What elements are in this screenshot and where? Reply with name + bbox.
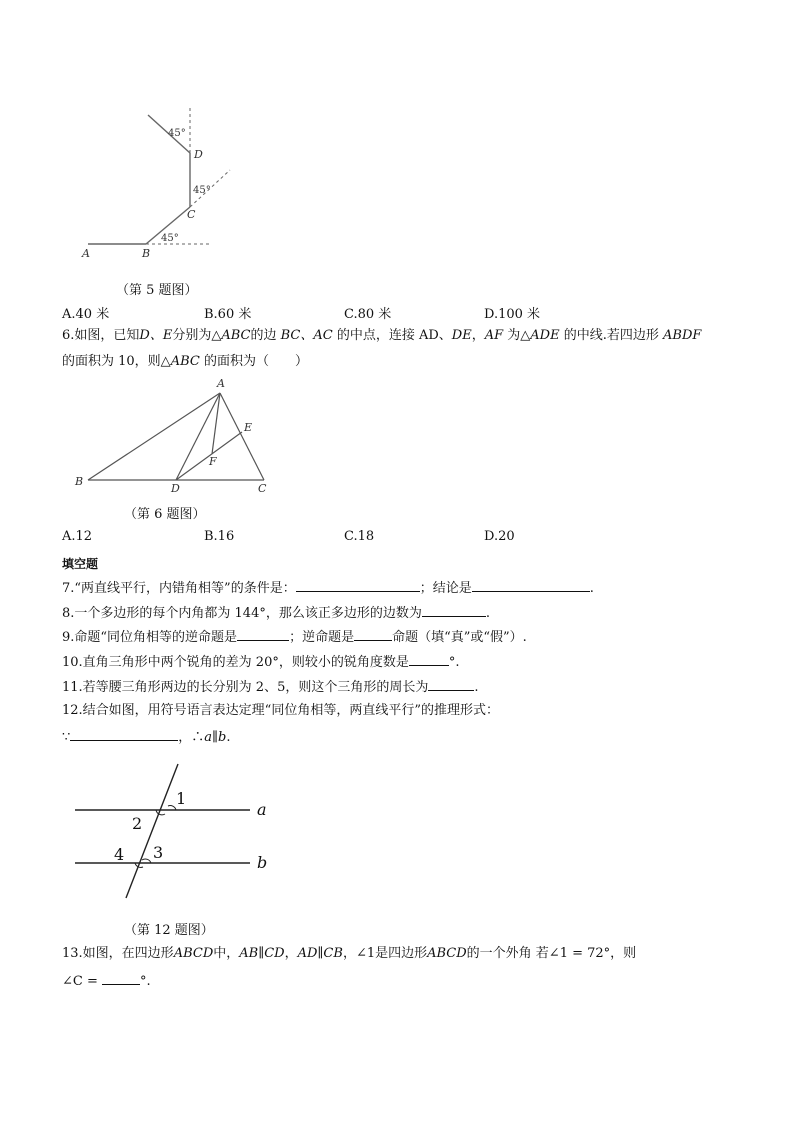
figure-6 xyxy=(70,372,280,497)
point-c-label: C xyxy=(187,208,196,221)
point-e-label: E xyxy=(244,421,253,434)
q13-line-2: ∠C = °. xyxy=(62,971,151,991)
q9: 9.命题“同位角相等的逆命题是 ；逆命题是 命题（填“真”或“假”）. xyxy=(62,627,527,647)
q10: 10.直角三角形中两个锐角的差为 20°，则较小的锐角度数是 °. xyxy=(62,652,460,672)
q6-line-1: 6.如图，已知D、E分别为△ABC的边 BC、AC 的中点，连接 AD、DE，AF 为△ADE 的中线.若四边形 ABDF xyxy=(62,328,702,343)
angle-3-label: 3 xyxy=(153,843,164,862)
q10-blank[interactable] xyxy=(409,652,449,666)
q6-option-a: A.12 xyxy=(62,529,93,544)
q5-option-b: B.60 米 xyxy=(204,307,252,322)
q6-option-c: C.18 xyxy=(344,529,375,544)
side-ab xyxy=(88,393,220,480)
angle-bottom-label: 45° xyxy=(161,233,179,244)
point-c-label: C xyxy=(258,482,267,495)
figure-12 xyxy=(70,762,280,907)
q7-blank-1[interactable] xyxy=(296,578,420,592)
figure-5 xyxy=(70,105,250,265)
point-d-label: D xyxy=(194,148,203,161)
figure-5-caption: （第 5 题图） xyxy=(116,283,198,298)
q6-line-2: 的面积为 10，则△ABC 的面积为（ ） xyxy=(62,354,308,369)
point-b-label: B xyxy=(75,475,84,488)
point-f-label: F xyxy=(209,455,217,468)
q7-blank-2[interactable] xyxy=(472,578,590,592)
line-b-label: b xyxy=(257,853,268,872)
q9-blank-2[interactable] xyxy=(354,627,392,641)
q8: 8.一个多边形的每个内角都为 144°，那么该正多边形的边数为 . xyxy=(62,603,490,623)
q5-option-d: D.100 米 xyxy=(484,307,541,322)
q13-blank[interactable] xyxy=(102,971,140,985)
q8-blank[interactable] xyxy=(422,603,486,617)
point-b-label: B xyxy=(142,247,151,260)
section-heading: 填空题 xyxy=(62,557,99,571)
point-d-label: D xyxy=(171,482,180,495)
q6-option-d: D.20 xyxy=(484,529,515,544)
q12-line-1: 12.结合如图，用符号语言表达定理“同位角相等，两直线平行”的推理形式： xyxy=(62,703,499,718)
q5-option-c: C.80 米 xyxy=(344,307,392,322)
point-a-label: A xyxy=(217,377,225,390)
q7: 7.“两直线平行，内错角相等”的条件是： ；结论是 . xyxy=(62,578,594,598)
q5-option-a: A.40 米 xyxy=(62,307,110,322)
q12-blank[interactable] xyxy=(70,727,178,741)
q11: 11.若等腰三角形两边的长分别为 2、5，则这个三角形的周长为 . xyxy=(62,677,479,697)
figure-12-caption: （第 12 题图） xyxy=(124,923,214,938)
angle-top-label: 45° xyxy=(168,128,186,139)
point-a-label: A xyxy=(82,247,90,260)
q12-line-2: ∵ ，∴a∥b. xyxy=(62,727,231,747)
angle-1-label: 1 xyxy=(176,789,187,808)
q9-blank-1[interactable] xyxy=(237,627,289,641)
q11-blank[interactable] xyxy=(428,677,474,691)
angle-mid-label: 45° xyxy=(193,185,211,196)
angle-2-label: 2 xyxy=(132,814,143,833)
side-ac xyxy=(220,393,264,480)
figure-6-caption: （第 6 题图） xyxy=(124,507,206,522)
angle-4-label: 4 xyxy=(114,845,125,864)
q6-option-b: B.16 xyxy=(204,529,235,544)
line-a-label: a xyxy=(257,800,267,819)
q13-line-1: 13.如图，在四边形ABCD中，AB∥CD，AD∥CB，∠1是四边形ABCD的一个外角 若∠1 = 72°，则 xyxy=(62,946,637,961)
